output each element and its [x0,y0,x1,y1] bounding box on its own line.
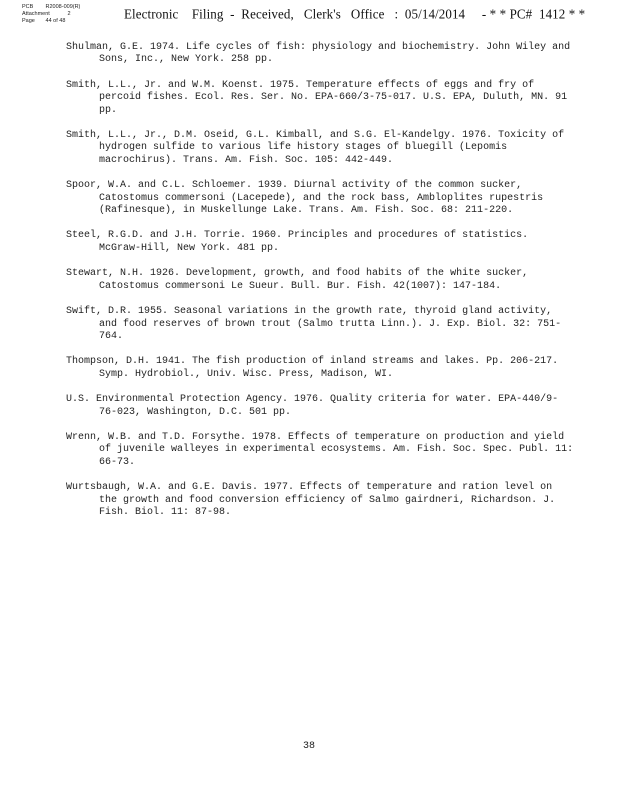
attachment-label: Attachment [22,10,50,17]
pcb-label: PCB [22,4,34,10]
document-ids [22,4,80,24]
page-value: 44 of 48 [45,17,66,24]
reference-item: U.S. Environmental Protection Agency. 1976. Quality criteria for water. EPA-440/9-76-023, Washington, D.C. 501 pp. [66,394,559,418]
pcb-value: R2008-009(R) [45,4,81,10]
page-number: 38 [302,741,315,752]
reference-item: Stewart, N.H. 1926. Development, growth, and food habits of the white sucker, Catostomus commersoni Le Sueur. Bull. Bur. Fish. 42(1007): 147-184. [66,268,529,292]
reference-item: Smith, L.L., Jr., D.M. Oseid, G.L. Kimball, and S.G. El-Kandelgy. 1976. Toxicity of hydrogen sulfide to various life history stages of bluegill (Lepomis macrochirus). Trans. Am. Fish. Soc. 105: 442-449. [66,130,565,166]
attachment-value: 2 [67,10,71,17]
reference-item: Wurtsbaugh, W.A. and G.E. Davis. 1977. Effects of temperature and ration level on the growth and food conversion efficiency of Salmo gairdneri, Richardson. J. Fish. Biol. 11: 87-98. [66,482,556,518]
reference-item: Swift, D.R. 1955. Seasonal variations in the growth rate, thyroid gland activity, and food reserves of brown trout (Salmo trutta Linn.). J. Exp. Biol. 32: 751-764. [66,306,562,342]
reference-item: Spoor, W.A. and C.L. Schloemer. 1939. Diurnal activity of the common sucker, Catostomus commersoni (Lacepede), and the rock bass, Ambloplites rupestris (Rafinesque), in Muskellunge Lake. Trans. Am. Fish. Soc. 68: 211-220. [66,180,544,217]
filing-stamp [22,4,602,36]
reference-item: Steel, R.G.D. and J.H. Torrie. 1960. Principles and procedures of statistics. McGraw-Hill, New York. 481 pp. [66,230,529,254]
page-row [22,18,80,25]
reference-item: Thompson, D.H. 1941. The fish production of inland streams and lakes. Pp. 206-217. Symp. Hydrobiol., Univ. Wisc. Press, Madison, WI. [66,356,559,380]
reference-item: Shulman, G.E. 1974. Life cycles of fish: physiology and biochemistry. John Wiley and Sons, Inc., New York. 258 pp. [66,42,571,66]
attachment-row [22,11,80,18]
pcb-row [22,4,80,11]
page-label: Page [22,17,35,24]
filing-stamp-text: Electronic Filing - Received, Clerk's Office : 05/14/2014 - * * PC# 1412 * * [124,6,586,22]
reference-item: Smith, L.L., Jr. and W.M. Koenst. 1975. Temperature effects of eggs and fry of percoid fishes. Ecol. Res. Ser. No. EPA-660/3-75-017. U.S. EPA, Duluth, MN. 91 pp. [66,79,568,116]
reference-list [66,42,576,532]
reference-item: Wrenn, W.B. and T.D. Forsythe. 1978. Effects of temperature on production and yield of juvenile walleyes in experimental ecosystems. Am. Fish. Soc. Spec. Publ. 11: 66-73. [66,431,574,468]
